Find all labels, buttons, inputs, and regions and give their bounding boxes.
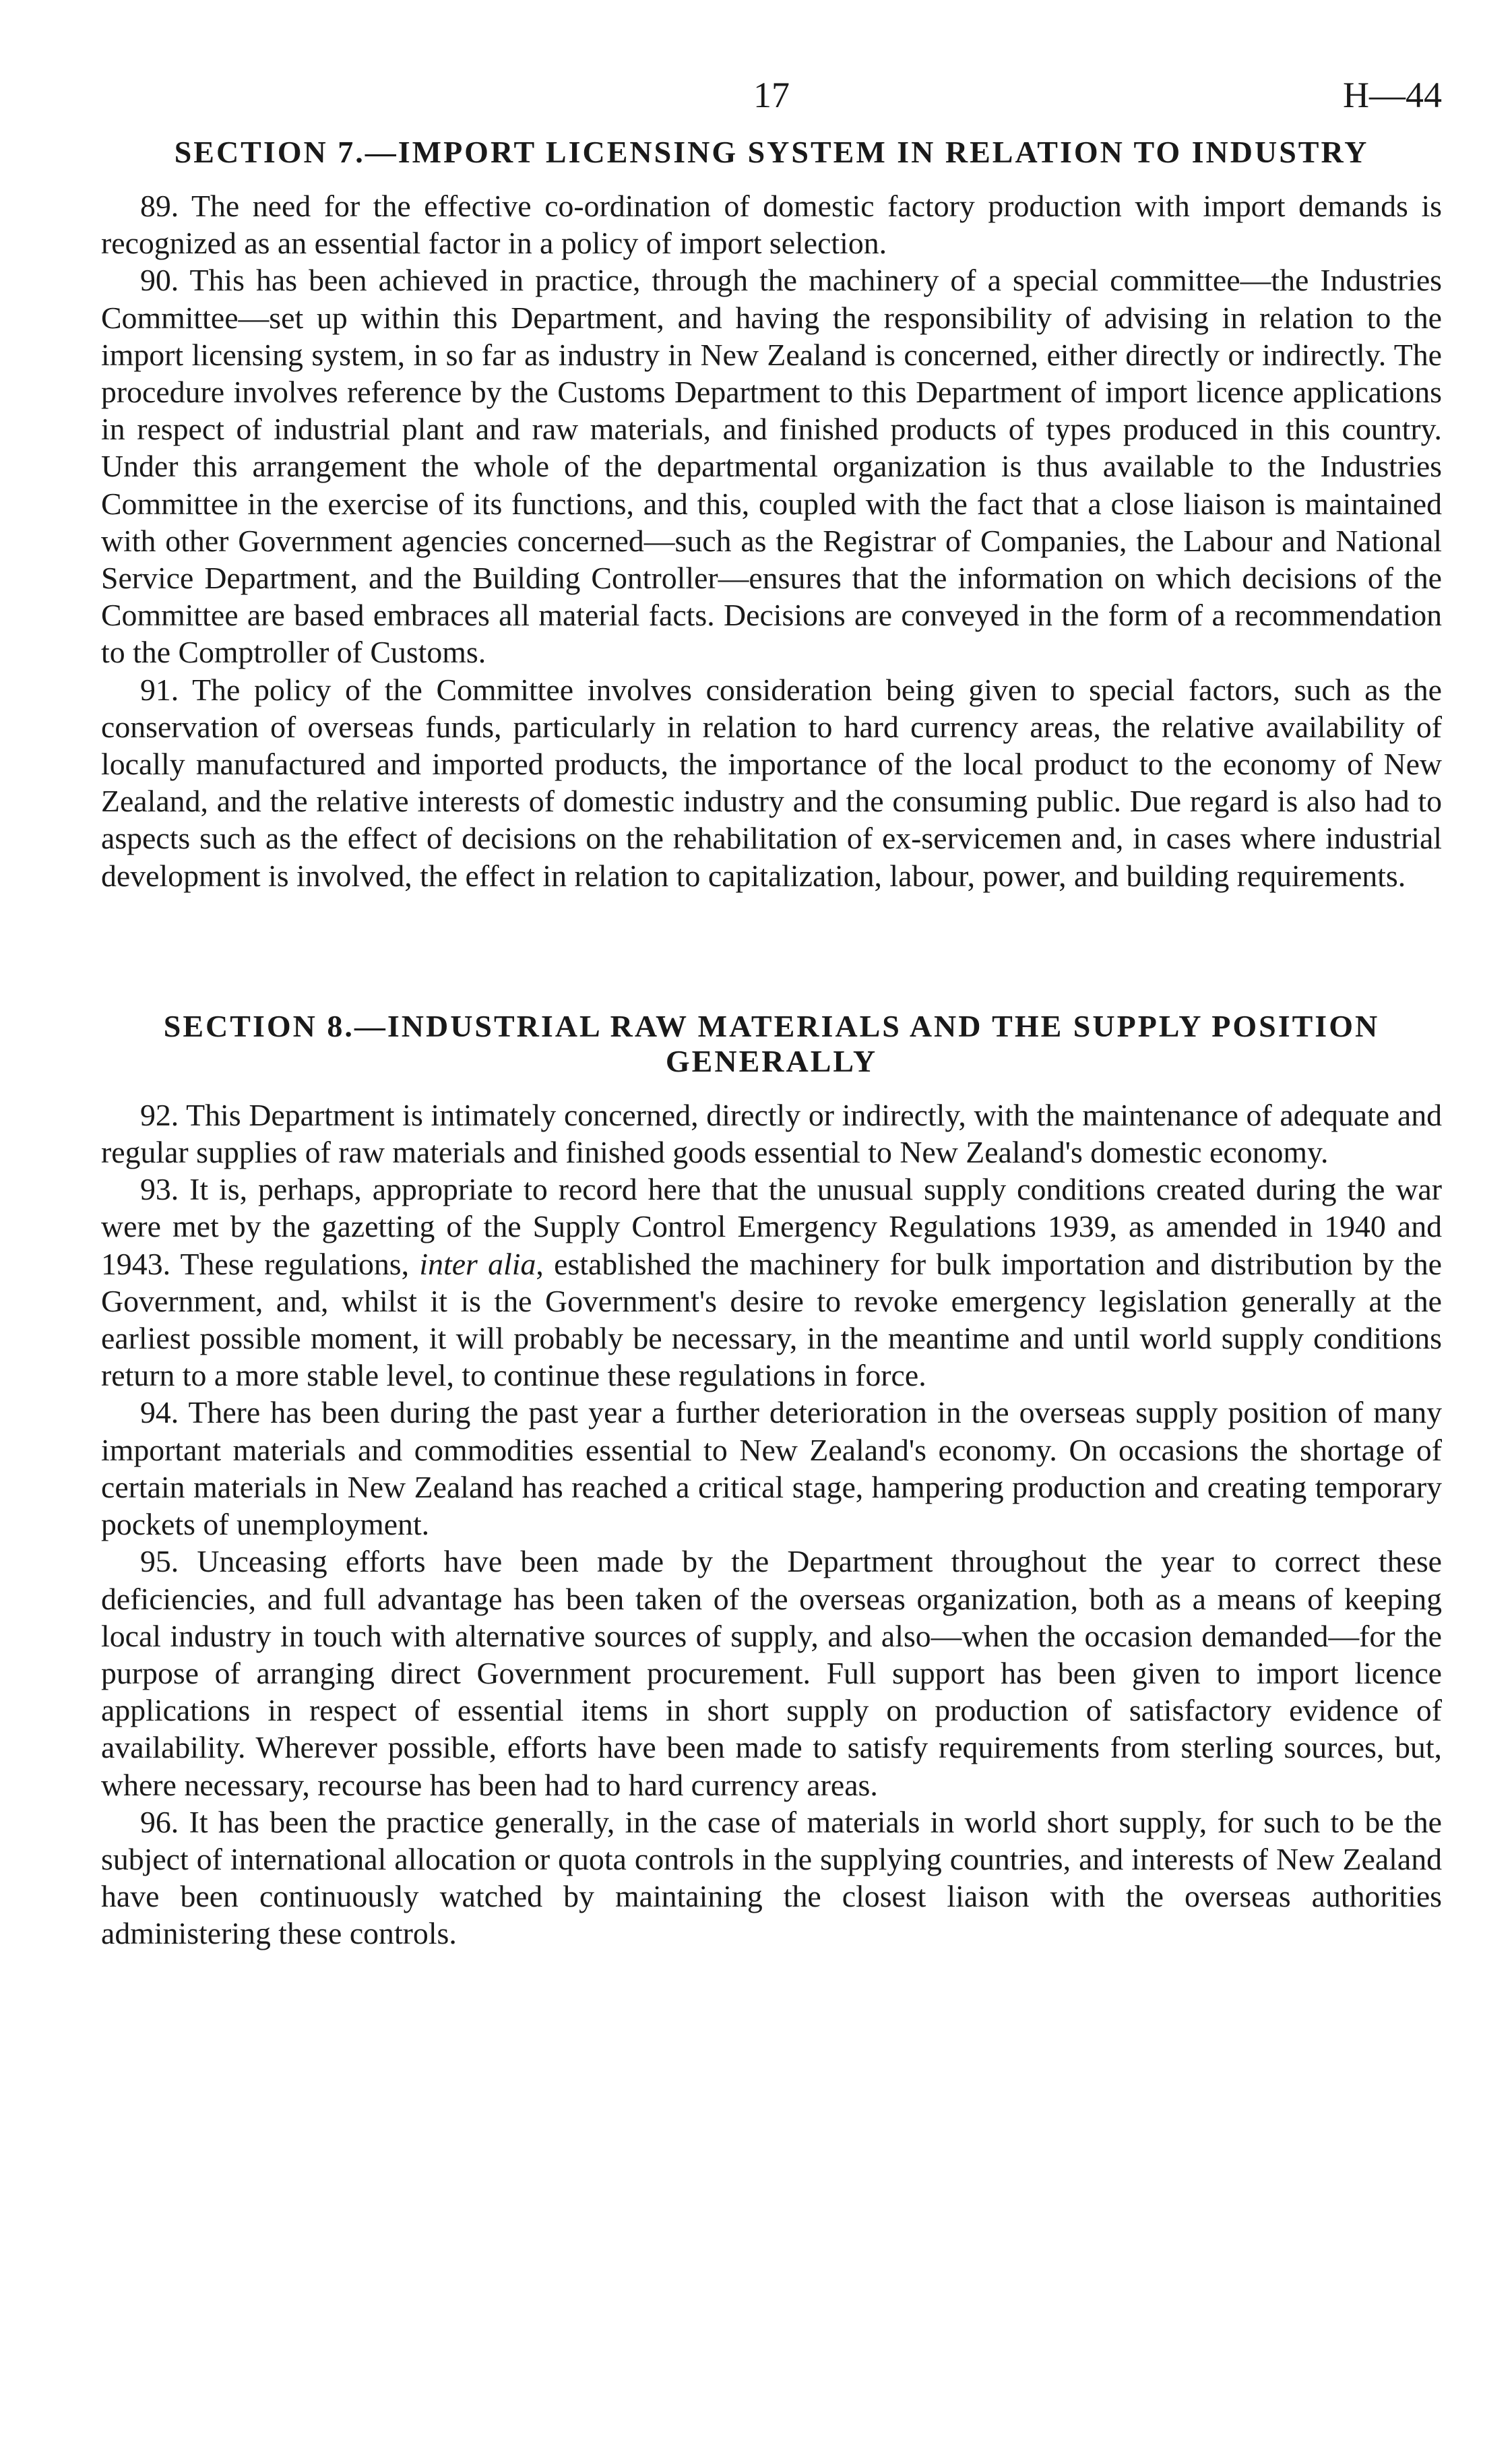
paragraph-92: 92. This Department is intimately concerned, directly or indirectly, with the maintenance of adequate and regular supplies of raw materials and finished goods essential to New Zealand's domestic economy. [101,1097,1442,1170]
section-heading: SECTION 7.—IMPORT LICENSING SYSTEM IN RELATION TO INDUSTRY [174,135,1369,169]
page-number: 17 [753,75,790,115]
paragraph-90: 90. This has been achieved in practice, through the machinery of a special committee—the Industries Committee—set up within this Department, and having the responsibility of advising in relation to the import licensing system, in so far as industry in New Zealand is concerned, either directly or indirectly. The procedure involves reference by the Customs Department to this Department of import licence applications in respect of industrial plant and raw materials, and finished products of types produced in this country. Under this arrangement the whole of the departmental organization is thus available to the Industries Committee in the exercise of its functions, and this, coupled with the fact that a close liaison is maintained with other Government agencies concerned—such as the Registrar of Companies, the Labour and National Service Department, and the Building Controller—ensures that the information on which decisions of the Committee are based embraces all material facts. Decisions are conveyed in the form of a recommendation to the Comptroller of Customs. [101,263,1442,670]
section-heading: SECTION 8.—INDUSTRIAL RAW MATERIALS AND THE SUPPLY POSITION GENERALLY [163,1008,1380,1078]
paragraph-94: 94. There has been during the past year a further deterioration in the overseas supply position of many important materials and commodities essential to New Zealand's economy. On occasions the shortage of certain materials in New Zealand has reached a critical stage, hampering production and creating temporary pockets of unemployment. [101,1395,1442,1542]
page-header [101,74,1442,135]
document-reference: H—44 [1343,75,1442,115]
paragraph-93 [101,1171,1442,1394]
section-8 [101,1009,1442,1952]
paragraph-text: , established the machinery for bulk importation and distribution by the Government, and, whilst it is the Government's desire to revoke emergency legislation generally at the earliest possible moment, it will probably be necessary, in the meantime and until world supply conditions return to a more stable level, to continue these regulations in force. [101,1246,1442,1393]
paragraph-text: 93. It is, perhaps, appropriate to record here that the unusual supply conditions created during the war were met by the gazetting of the Supply Control Emergency Regulations 1939, as amended in 1940 and 1943. These regulations, [101,1172,1442,1281]
paragraph-91: 91. The policy of the Committee involves consideration being given to special factors, such as the conservation of overseas funds, particularly in relation to hard currency areas, the relative availability of locally manufactured and imported products, the importance of the local product to the economy of New Zealand, and the relative interests of domestic industry and the consuming public. Due regard is also had to aspects such as the effect of decisions on the rehabilitation of ex-servicemen and, in cases where industrial development is involved, the effect in relation to capitalization, labour, power, and building requirements. [101,672,1442,893]
paragraph-95: 95. Unceasing efforts have been made by the Department throughout the year to correct these deficiencies, and full advantage has been taken of the overseas organization, both as a means of keeping local industry in touch with alternative sources of supply, and also—when the occasion demanded—for the purpose of arranging direct Government procurement. Full support has been given to import licence applications in respect of essential items in short supply on production of satisfactory evidence of availability. Wherever possible, efforts have been made to satisfy requirements from sterling sources, but, where necessary, recourse has been had to hard currency areas. [101,1544,1442,1802]
italic-phrase: inter alia [419,1246,536,1281]
document-page [101,74,1442,1952]
paragraph-89: 89. The need for the effective co-ordination of domestic factory production with import demands is recognized as an essential factor in a policy of import selection. [101,189,1442,261]
section-7 [101,135,1442,894]
paragraph-96: 96. It has been the practice generally, in the case of materials in world short supply, for such to be the subject of international allocation or quota controls in the supplying countries, and interests of New Zealand have been continuously watched by maintaining the closest liaison with the overseas authorities administering these controls. [101,1804,1442,1951]
